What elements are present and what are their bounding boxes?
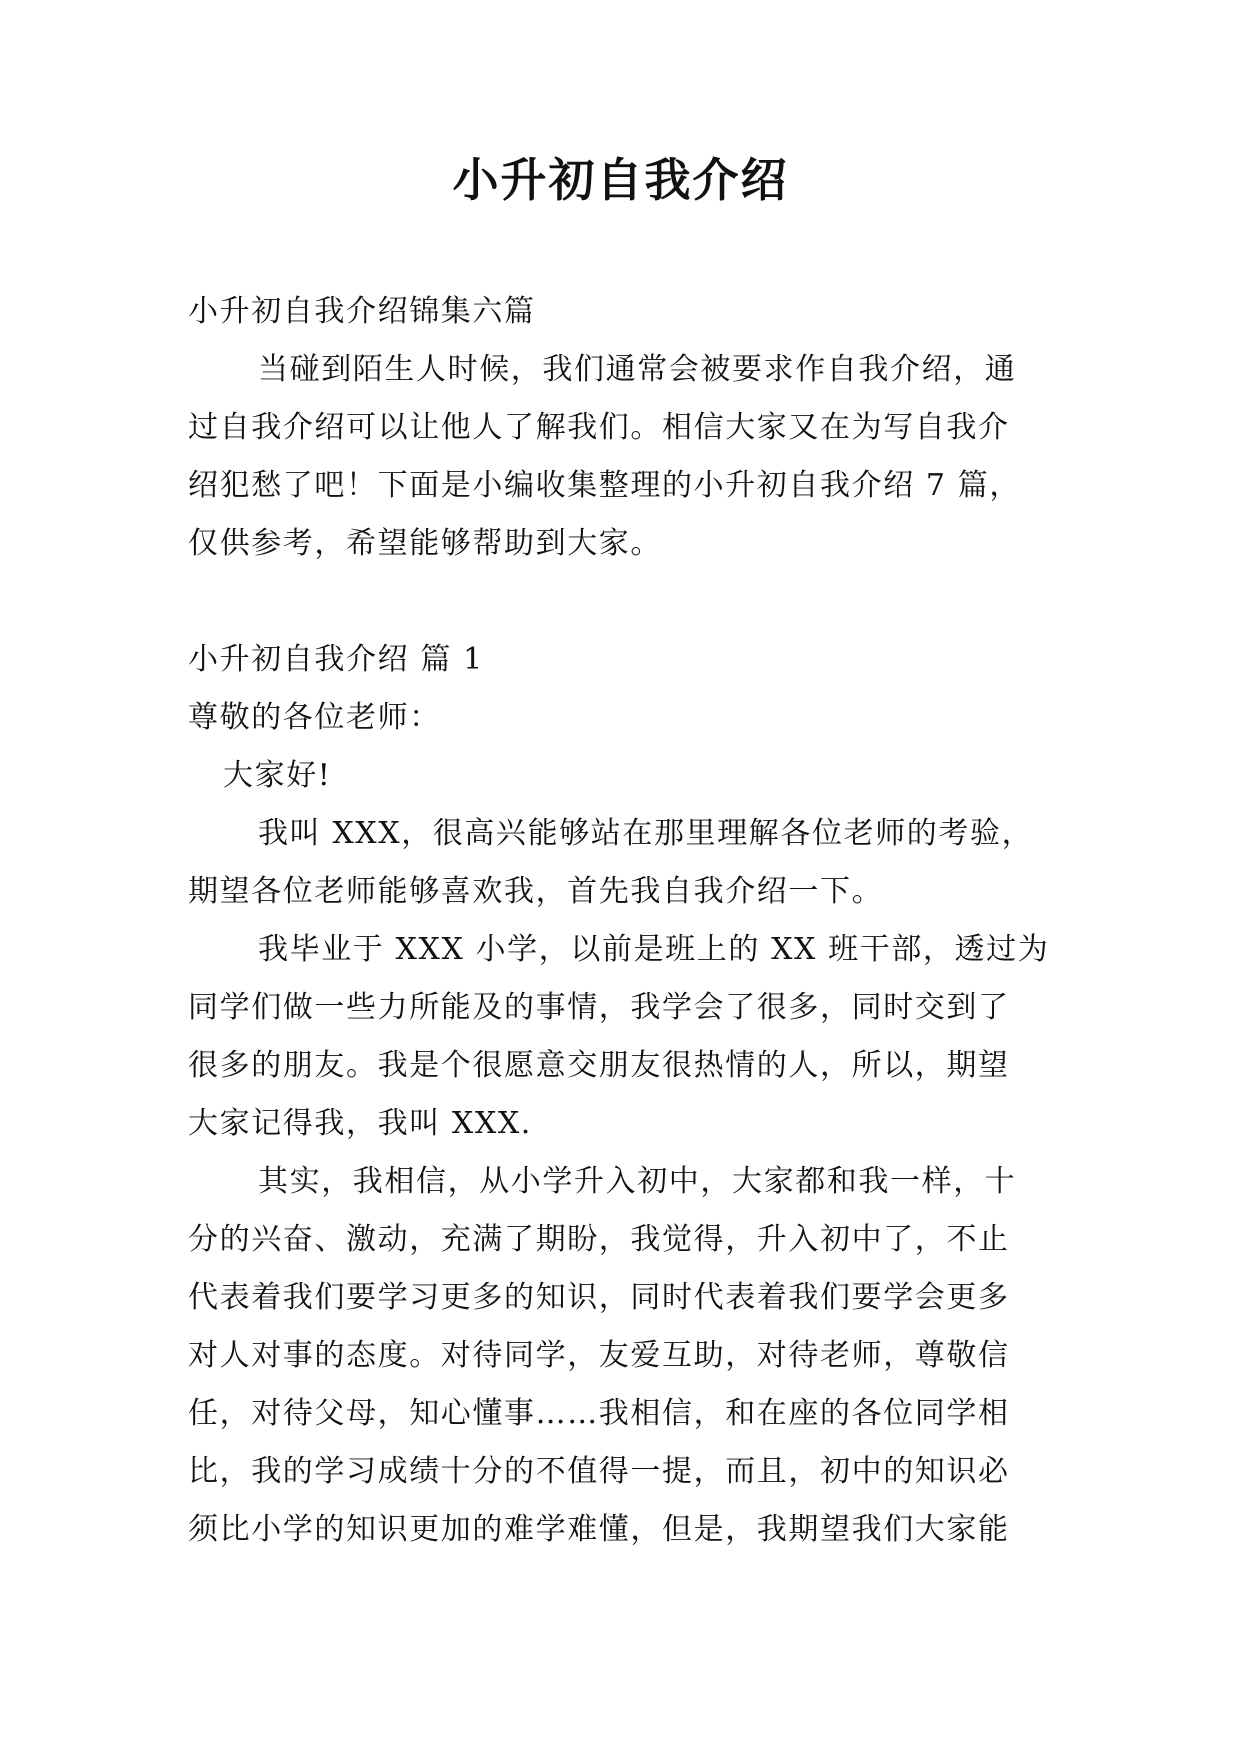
greeting-line: 大家好! xyxy=(223,758,332,793)
intro-paragraph-line: 当碰到陌生人时候，我们通常会被要求作自我介绍，通 xyxy=(258,352,1017,387)
body-paragraph-line: 期望各位老师能够喜欢我，首先我自我介绍一下。 xyxy=(188,874,884,909)
body-paragraph-line: 很多的朋友。我是个很愿意交朋友很热情的人，所以，期望 xyxy=(188,1048,1010,1083)
body-paragraph-line: 大家记得我，我叫 XXX. xyxy=(188,1106,532,1141)
body-paragraph-line: 代表着我们要学习更多的知识，同时代表着我们要学会更多 xyxy=(188,1280,1010,1315)
body-paragraph-line: 比，我的学习成绩十分的不值得一提，而且，初中的知识必 xyxy=(188,1454,1010,1489)
body-paragraph-line: 对人对事的态度。对待同学，友爱互助，对待老师，尊敬信 xyxy=(188,1338,1010,1373)
body-paragraph-line: 任，对待父母，知心懂事……我相信，和在座的各位同学相 xyxy=(188,1396,1010,1431)
salutation-line: 尊敬的各位老师： xyxy=(188,700,441,735)
intro-paragraph-line: 仅供参考，希望能够帮助到大家。 xyxy=(188,526,662,561)
body-paragraph-line: 分的兴奋、激动，充满了期盼，我觉得，升入初中了，不止 xyxy=(188,1222,1010,1257)
subtitle-line: 小升初自我介绍锦集六篇 xyxy=(188,294,536,329)
body-paragraph-line: 我叫 XXX，很高兴能够站在那里理解各位老师的考验， xyxy=(258,816,1034,851)
document-body xyxy=(188,283,1060,1559)
section-heading: 小升初自我介绍 篇 1 xyxy=(188,642,484,677)
body-paragraph-line: 我毕业于 XXX 小学，以前是班上的 XX 班干部，透过为 xyxy=(258,932,1050,967)
body-paragraph-line: 须比小学的知识更加的难学难懂，但是，我期望我们大家能 xyxy=(188,1512,1010,1547)
intro-paragraph-line: 过自我介绍可以让他人了解我们。相信大家又在为写自我介 xyxy=(188,410,1010,445)
document-title: 小升初自我介绍 xyxy=(452,153,789,207)
paragraph-gap xyxy=(188,573,1060,631)
body-paragraph-line: 其实，我相信，从小学升入初中，大家都和我一样，十 xyxy=(258,1164,1017,1199)
body-paragraph-line: 同学们做一些力所能及的事情，我学会了很多，同时交到了 xyxy=(188,990,1010,1025)
intro-paragraph-line: 绍犯愁了吧！下面是小编收集整理的小升初自我介绍 7 篇， xyxy=(188,468,1021,503)
